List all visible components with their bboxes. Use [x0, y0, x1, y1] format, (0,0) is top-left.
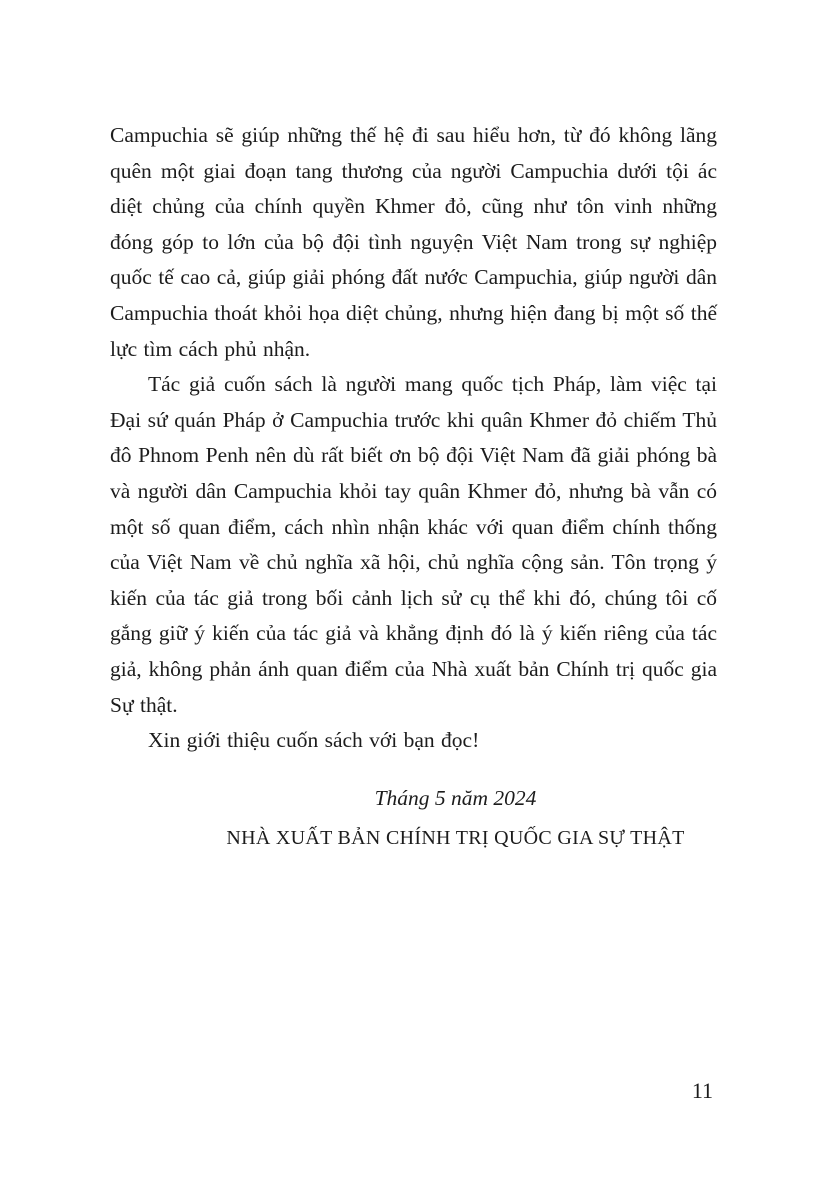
- page-number: 11: [691, 1078, 713, 1103]
- paragraph: Tác giả cuốn sách là người mang quốc tịch Pháp, làm việc tại Đại sứ quán Pháp ở Campuchia trước khi quân Khmer đỏ chiếm Thủ đô Phnom Penh nên dù rất biết ơn bộ đội Việt Nam đã giải phóng bà và người dân Campuchia khỏi tay quân Khmer đỏ, nhưng bà vẫn có một số quan điểm, cách nhìn nhận khác với quan điểm chính thống của Việt Nam về chủ nghĩa xã hội, chủ nghĩa cộng sản. Tôn trọng ý kiến của tác giả trong bối cảnh lịch sử cụ thể khi đó, chúng tôi cố gắng giữ ý kiến của tác giả và khẳng định đó là ý kiến riêng của tác giả, không phản ánh quan điểm của Nhà xuất bản Chính trị quốc gia Sự thật.: [110, 372, 717, 717]
- paragraph: Xin giới thiệu cuốn sách với bạn đọc!: [148, 728, 480, 753]
- paragraph-continuation: Campuchia sẽ giúp những thế hệ đi sau hiểu hơn, từ đó không lãng quên một giai đoạn tang thương của người Campuchia dưới tội ác diệt chủng của chính quyền Khmer đỏ, cũng như tôn vinh những đóng góp to lớn của bộ đội tình nguyện Việt Nam trong sự nghiệp quốc tế cao cả, giúp giải phóng đất nước Campuchia, giúp người dân Campuchia thoát khỏi họa diệt chủng, nhưng hiện đang bị một số thế lực tìm cách phủ nhận.: [110, 123, 717, 361]
- signoff-block: [110, 781, 717, 855]
- date-line: Tháng 5 năm 2024: [374, 785, 537, 810]
- publisher-name: NHÀ XUẤT BẢN CHÍNH TRỊ QUỐC GIA SỰ THẬT: [226, 826, 685, 849]
- body-text: [110, 118, 717, 855]
